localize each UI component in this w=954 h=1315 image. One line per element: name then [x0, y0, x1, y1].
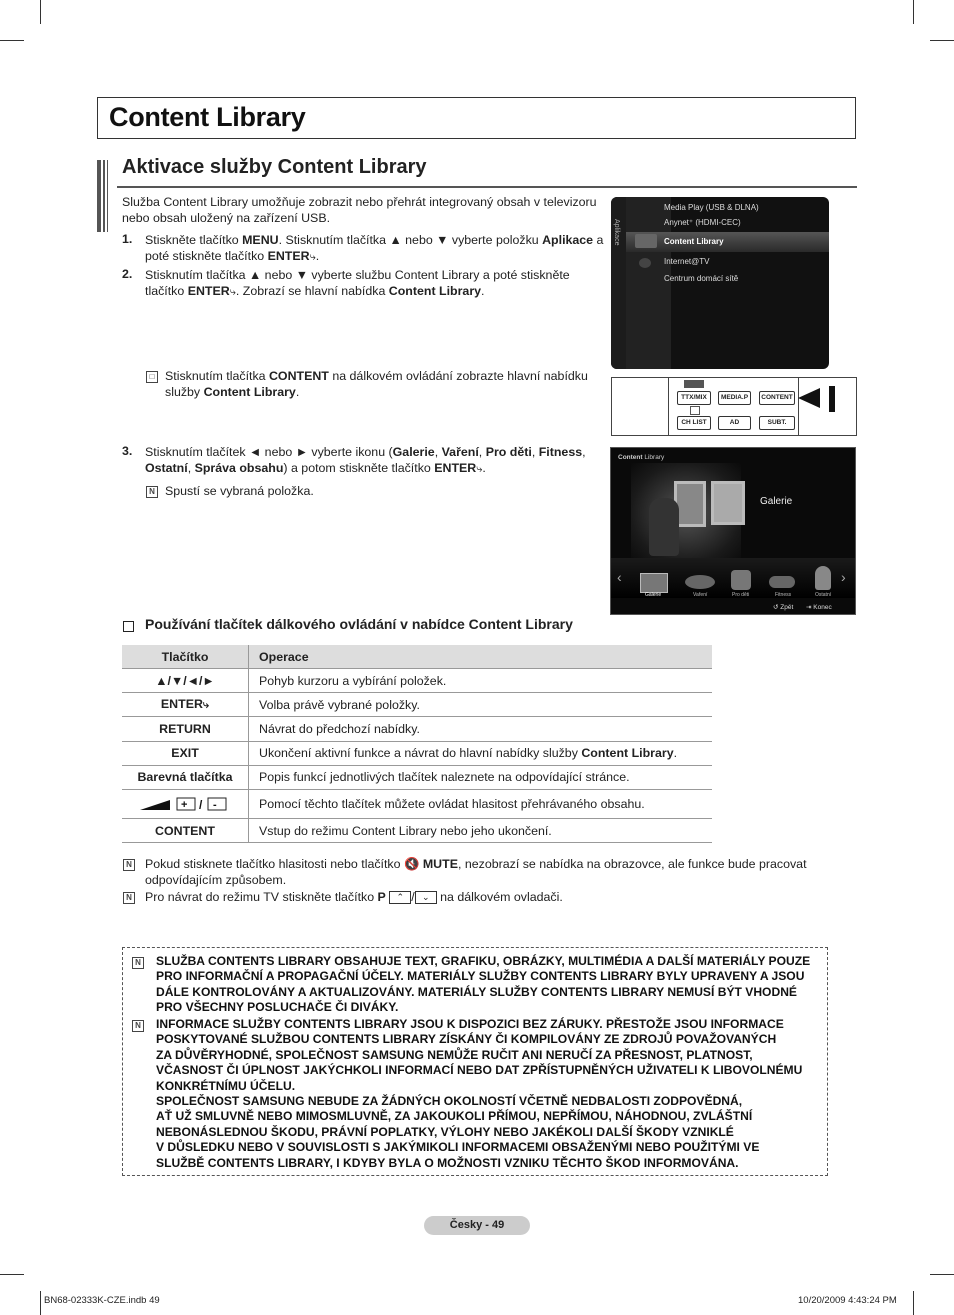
- armchair: [649, 498, 679, 556]
- volume-icon: [140, 796, 230, 812]
- picture-frame: [711, 481, 745, 525]
- table-header-row: [122, 645, 712, 669]
- kids-icon: [731, 570, 751, 590]
- checkbox-bullet: [123, 621, 134, 632]
- tv-menu-item: Anynet⁺ (HDMI-CEC): [664, 218, 741, 227]
- cl-icon-label: Pro děti: [732, 592, 750, 598]
- ch-icon: [690, 406, 700, 415]
- tv-menu-item: Media Play (USB & DLNA): [664, 203, 759, 212]
- cl-exit-hint: ⇥ Konec: [806, 604, 832, 611]
- step-2-text: Stisknutím tlačítka ▲ nebo ▼ vyberte službu Content Library a poté stiskněte tlačítko ENTER⤷. Zobrazí se hlavní nabídka Content Library.: [145, 268, 570, 298]
- gallery-icon: [640, 573, 668, 593]
- step-1-number: 1.: [122, 232, 133, 246]
- note-tv-mode: Pro návrat do režimu TV stiskněte tlačítko P ⌃ / ⌄ na dálkovém ovladači.: [145, 890, 563, 904]
- disclaimer-box: [122, 947, 828, 1176]
- table-row: ENTER⤷ Volba právě vybrané položky.: [122, 693, 712, 717]
- remote-content-button: CONTENT: [759, 391, 795, 405]
- remote-button: CH LIST: [677, 416, 711, 430]
- disclaimer-paragraph-1: SLUŽBA CONTENTS LIBRARY OBSAHUJE TEXT, GRAFIKU, OBRÁZKY, MULTIMÉDIA A DALŠÍ MATERIÁLY POUZE PRO INFORMAČNÍ A PROPAGAČNÍ ÚČELY. MATERIÁLY SLUŽBY CONTENTS LIBRARY BYLY UPRAVENY A JSOU DÁLE KONTROLOVÁNY A AKTUALIZOVÁNY. MATERIÁLY SLUŽBY CONTENTS LIBRARY NEMUSÍ BÝT VHODNÉ PRO VŠECHNY POSLUCHAČE ČI DIVÁKY.: [156, 954, 811, 1015]
- app-icon: [635, 234, 657, 248]
- svg-text:-: -: [213, 798, 217, 811]
- disclaimer-paragraph-2: INFORMACE SLUŽBY CONTENTS LIBRARY JSOU K DISPOZICI BEZ ZÁRUKY. PŘESTOŽE JSOU INFORMACE POSKYTOVANÉ SLUŽBOU CONTENTS LIBRARY ZÍSKÁNY ČI KOMPILOVÁNY ZE ZDROJŮ POVAŽOVANÝCH ZA DŮVĚRYHODNÉ, SPOLEČNOST SAMSUNG NEMŮŽE RUČIT ANI NERUČÍ ZA PŘESNOST, PLATNOST, VČASNOST ČI ÚPLNOST JAKÝCHKOLI INFORMACÍ NEBO DAT ZPŘÍSTUPNĚNÝCH UŽIVATELI K LIBOVOLNÉMU KONKRÉTNÍMU ÚČELU. SPOLEČNOST SAMSUNG NEBUDE ZA ŽÁDNÝCH OKOLNOSTÍ VČETNĚ NEDBALOSTI ZODPOVĚDNÁ, AŤ UŽ SMLUVNĚ NEBO MIMOSMLUVNĚ, ZA JAKOUKOLI PŘÍMOU, NEPŘÍMOU, NÁHODNOU, ZVLÁŠTNÍ NEBONÁSLEDNOU ŠKODU, PRÁVNÍ POPLATKY, VÝLOHY NEBO JAKÉKOLI DALŠÍ ŠKODY VZNIKLÉ V DŮSLEDKU NEBO V SOUVISLOSTI S JAKÝMIKOLI INFORMACEMI OBSAŽENÝMI NEBO POUŽITÝMI VE SLUŽBĚ CONTENTS LIBRARY, I KDYBY BYLA O MOŽNOSTI VZNIKU TĚCHTO ŠKOD INFORMOVÁNA.: [156, 1017, 803, 1170]
- chevron-right-icon: ›: [841, 569, 846, 585]
- note-icon: N: [123, 892, 135, 904]
- table-row: ▲/▼/◄/► Pohyb kurzoru a vybírání položek.: [122, 669, 712, 693]
- footer-file: BN68-02333K-CZE.indb 49: [44, 1295, 160, 1306]
- page-title: Content Library: [109, 102, 306, 132]
- pointer-arrow-icon: [798, 384, 848, 412]
- page-number: Česky - 49: [424, 1216, 530, 1235]
- tv-menu-item-selected: Content Library: [664, 237, 724, 246]
- note-icon: N: [146, 486, 158, 498]
- remote-button: AD: [718, 416, 751, 430]
- section-rule: [117, 186, 857, 188]
- cl-gallery-label: Galerie: [760, 496, 793, 507]
- remote-button: SUBT.: [759, 416, 795, 430]
- cl-icon-label: Ostatní: [815, 592, 832, 598]
- chevron-left-icon: ‹: [617, 569, 622, 585]
- cl-icon-label: Galerie: [645, 592, 662, 598]
- remote-button: TTX/MIX: [677, 391, 711, 405]
- note-icon: N: [123, 859, 135, 871]
- tv-menu-side-label: Aplikace: [613, 219, 620, 246]
- note-mute: Pokud stisknete tlačítko hlasitosti nebo tlačítko 🔇 MUTE, nezobrazí se nabídka na obrazovce, ale funkce bude pracovat odpovídajícím způsobem.: [145, 857, 807, 887]
- tv-menu-screenshot: [611, 197, 829, 369]
- remote-buttons-table: [122, 645, 712, 843]
- table-row: RETURN Návrat do předchozí nabídky.: [122, 717, 712, 741]
- table-header-button: Tlačítko: [122, 645, 249, 669]
- other-icon: [815, 566, 831, 590]
- footer-date: 10/20/2009 4:43:24 PM: [798, 1295, 897, 1306]
- step-2-number: 2.: [122, 267, 133, 281]
- tv-menu-item: Internet@TV: [664, 257, 710, 266]
- enter-icon: ⤷: [476, 463, 483, 475]
- table-header-operation: Operace: [249, 645, 713, 669]
- remote-button: MEDIA.P: [718, 391, 751, 405]
- note-content-button: Stisknutím tlačítka CONTENT na dálkovém ovládání zobrazte hlavní nabídku služby Content Library.: [165, 369, 588, 399]
- app-icon: [639, 258, 651, 268]
- enter-icon: ⤷: [202, 699, 210, 712]
- step-3-number: 3.: [122, 444, 133, 458]
- step-1-text: Stiskněte tlačítko MENU. Stisknutím tlačítka ▲ nebo ▼ vyberte položku Aplikace a poté stiskněte tlačítko ENTER⤷.: [145, 233, 604, 263]
- note-selected-item: Spustí se vybraná položka.: [165, 484, 314, 498]
- subsection-title: Používání tlačítek dálkového ovládání v nabídce Content Library: [145, 616, 573, 632]
- table-row: + / - Pomocí těchto tlačítek můžete ovládat hlasitost přehrávaného obsahu.: [122, 789, 712, 818]
- step-3-text: Stisknutím tlačítek ◄ nebo ► vyberte ikonu (Galerie, Vaření, Pro děti, Fitness, Ostatní, Správa obsahu) a potom stiskněte tlačítko ENTER⤷.: [145, 445, 586, 475]
- ttx-icon: [684, 380, 704, 388]
- page-title-box: [97, 97, 856, 139]
- fitness-icon: [769, 576, 795, 588]
- svg-text:+: +: [181, 798, 188, 811]
- table-row: CONTENT Vstup do režimu Content Library nebo jeho ukončení.: [122, 818, 712, 842]
- cooking-icon: [685, 575, 715, 589]
- cl-header: Content Library: [618, 454, 665, 461]
- intro-text: Služba Content Library umožňuje zobrazit nebo přehrát integrovaný obsah v televizoru nebo obsah uložený na zařízení USB.: [122, 195, 597, 225]
- table-row: EXIT Ukončení aktivní funkce a návrat do hlavní nabídky služby Content Library.: [122, 741, 712, 765]
- section-marker: [97, 160, 109, 232]
- remote-control-screenshot: [611, 377, 857, 436]
- tv-menu-item: Centrum domácí sítě: [664, 274, 739, 283]
- channel-up-icon: ⌃: [389, 891, 411, 904]
- cl-icon-label: Fitness: [775, 592, 792, 598]
- exit-icon: ⇥: [806, 604, 812, 611]
- svg-text:/: /: [199, 797, 203, 812]
- table-row: Barevná tlačítka Popis funkcí jednotlivých tlačítek naleznete na odpovídající stránce.: [122, 765, 712, 789]
- content-library-screenshot: [610, 447, 856, 615]
- note-icon: N: [132, 1020, 144, 1032]
- enter-icon: ⤷: [309, 251, 316, 263]
- section-title: Aktivace služby Content Library: [122, 156, 427, 178]
- cl-icon-label: Vaření: [693, 592, 708, 598]
- mute-icon: 🔇: [403, 857, 420, 871]
- note-icon: N: [132, 957, 144, 969]
- enter-icon: ⤷: [229, 286, 236, 298]
- cl-back-hint: ↺ Zpět: [773, 604, 794, 611]
- return-icon: ↺: [773, 604, 779, 611]
- channel-down-icon: ⌄: [415, 891, 437, 904]
- remote-note-icon: □: [146, 371, 158, 383]
